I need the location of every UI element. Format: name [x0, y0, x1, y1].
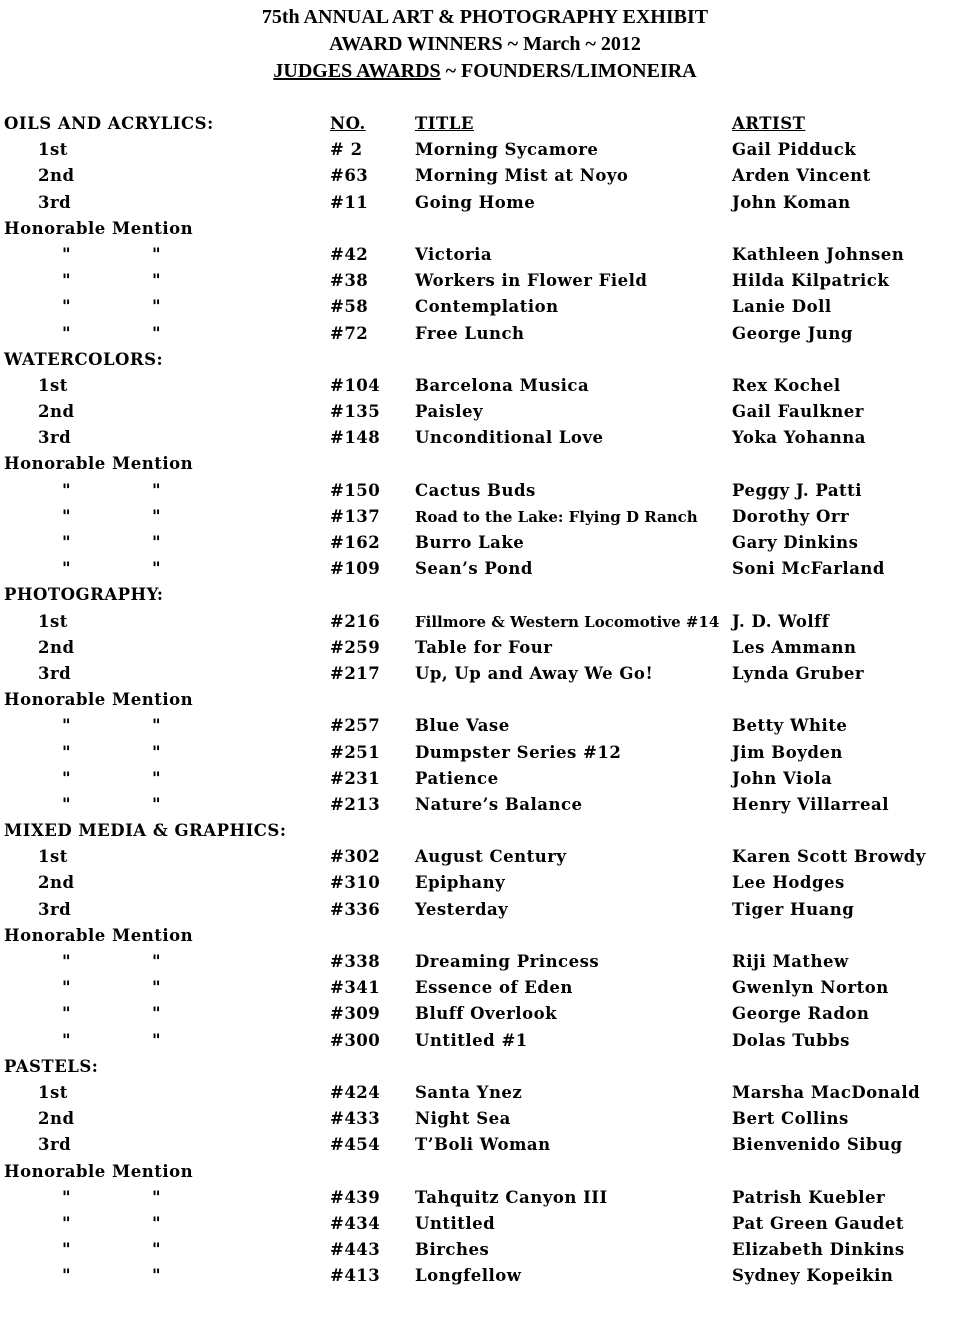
section-name: MIXED MEDIA & GRAPHICS: [4, 821, 287, 841]
award-place: 1st [38, 847, 68, 867]
winner-row [0, 191, 970, 217]
artist-name: J. D. Wolff [732, 611, 830, 631]
honorable-mention-row [0, 505, 970, 531]
entry-number: #213 [330, 794, 381, 814]
entry-number: #72 [330, 323, 369, 343]
entry-title: Yesterday [415, 899, 509, 919]
entry-number: #58 [330, 297, 369, 317]
entry-number: #231 [330, 768, 381, 788]
ditto-mark: " [62, 794, 72, 814]
column-header-title: TITLE [415, 114, 474, 133]
entry-number: #162 [330, 533, 381, 552]
entry-title: Night Sea [415, 1109, 511, 1129]
honorable-mention-label: Honorable Mention [4, 925, 194, 945]
section-name: OILS AND ACRYLICS: [4, 114, 214, 133]
award-place: 2nd [38, 1109, 75, 1129]
artist-name: Gwenlyn Norton [732, 978, 889, 998]
award-place: 2nd [38, 402, 75, 422]
ditto-mark: " [62, 716, 72, 736]
entry-title: Burro Lake [415, 533, 525, 552]
artist-name: Yoka Yohanna [732, 428, 866, 448]
honorable-mention-row [0, 714, 970, 740]
honorable-mention-row [0, 741, 970, 767]
winner-row [0, 845, 970, 871]
section-header-row [0, 819, 970, 845]
honorable-mention-row [0, 557, 970, 583]
award-place: 3rd [38, 428, 72, 448]
entry-number: #11 [330, 192, 369, 212]
entry-title: Santa Ynez [415, 1082, 523, 1102]
founders-label: ~ FOUNDERS/LIMONEIRA [440, 60, 697, 82]
artist-name: George Jung [732, 323, 853, 343]
entry-number: #341 [330, 978, 381, 998]
award-place: 3rd [38, 192, 72, 212]
entry-number: #251 [330, 742, 381, 762]
section-header-row [0, 583, 970, 609]
honorable-mention-row [0, 1238, 970, 1264]
winner-row [0, 400, 970, 426]
honorable-mention-row [0, 1264, 970, 1290]
entry-number: #454 [330, 1135, 381, 1155]
ditto-mark: " [62, 742, 72, 762]
artist-name: Hilda Kilpatrick [732, 271, 890, 291]
artist-name: Karen Scott Browdy [732, 847, 926, 867]
ditto-mark: " [62, 244, 72, 264]
ditto-mark: " [62, 1030, 72, 1050]
winner-row [0, 1133, 970, 1159]
award-place: 2nd [38, 873, 75, 893]
entry-number: #338 [330, 952, 381, 971]
entry-title: Victoria [415, 244, 493, 264]
entry-title: Bluff Overlook [415, 1004, 558, 1024]
entry-title: Longfellow [415, 1266, 522, 1286]
section-name: WATERCOLORS: [4, 349, 164, 369]
artist-name: Lanie Doll [732, 297, 832, 317]
honorable-mention-row [0, 295, 970, 321]
ditto-mark: " [152, 716, 162, 736]
ditto-mark: " [152, 271, 162, 291]
winner-row [0, 426, 970, 452]
artist-name: Kathleen Johnsen [732, 244, 905, 264]
entry-number: #137 [330, 506, 381, 526]
judges-awards-label: JUDGES AWARDS [273, 60, 441, 82]
section-header-row [0, 1055, 970, 1081]
ditto-mark: " [62, 480, 72, 500]
entry-title: Tahquitz Canyon III [415, 1187, 608, 1207]
artist-name: John Koman [732, 192, 851, 212]
entry-number: #434 [330, 1213, 381, 1233]
entry-title: Morning Sycamore [415, 140, 599, 160]
artist-name: Sydney Kopeikin [732, 1266, 894, 1286]
honorable-mention-header [0, 688, 970, 714]
winner-row [0, 138, 970, 164]
entry-number: #433 [330, 1109, 381, 1129]
ditto-mark: " [152, 533, 162, 552]
ditto-mark: " [62, 271, 72, 291]
entry-number: #104 [330, 375, 381, 395]
honorable-mention-row [0, 243, 970, 269]
entry-number: #439 [330, 1187, 381, 1207]
ditto-mark: " [62, 1213, 72, 1233]
artist-name: Betty White [732, 716, 848, 736]
entry-number: #300 [330, 1030, 381, 1050]
awards-list [0, 112, 970, 1290]
entry-title: Unconditional Love [415, 428, 604, 448]
award-place: 1st [38, 140, 68, 160]
entry-number: #148 [330, 428, 381, 448]
ditto-mark: " [152, 1240, 162, 1260]
artist-name: Lee Hodges [732, 873, 845, 893]
entry-number: #216 [330, 611, 381, 631]
ditto-mark: " [62, 768, 72, 788]
honorable-mention-row [0, 479, 970, 505]
entry-number: #424 [330, 1082, 381, 1102]
entry-number: #150 [330, 480, 381, 500]
ditto-mark: " [152, 1004, 162, 1024]
entry-number: #336 [330, 899, 381, 919]
section-header-row [0, 348, 970, 374]
award-place: 1st [38, 1082, 68, 1102]
ditto-mark: " [152, 559, 162, 579]
entry-title: Fillmore & Western Locomotive #14 [415, 612, 720, 631]
entry-number: #443 [330, 1240, 381, 1260]
ditto-mark: " [62, 978, 72, 998]
entry-title: Dumpster Series #12 [415, 742, 622, 762]
ditto-mark: " [152, 1213, 162, 1233]
entry-title: Morning Mist at Noyo [415, 166, 629, 186]
ditto-mark: " [152, 297, 162, 317]
ditto-mark: " [62, 1187, 72, 1207]
entry-title: Dreaming Princess [415, 952, 600, 971]
artist-name: Pat Green Gaudet [732, 1213, 904, 1233]
entry-title: Essence of Eden [415, 978, 573, 998]
artist-name: Gail Faulkner [732, 402, 864, 422]
artist-name: Bert Collins [732, 1109, 849, 1129]
section-name: PHOTOGRAPHY: [4, 585, 164, 605]
entry-number: #257 [330, 716, 381, 736]
entry-title: Free Lunch [415, 323, 525, 343]
entry-title: Patience [415, 768, 499, 788]
honorable-mention-row [0, 1029, 970, 1055]
judges-awards-line [0, 58, 970, 85]
ditto-mark: " [152, 1266, 162, 1286]
entry-title: Untitled #1 [415, 1030, 528, 1050]
entry-title: Contemplation [415, 297, 559, 317]
award-winners-subtitle: AWARD WINNERS ~ March ~ 2012 [329, 33, 641, 55]
section-name: PASTELS: [4, 1056, 99, 1076]
honorable-mention-header [0, 452, 970, 478]
entry-title: Nature’s Balance [415, 794, 583, 814]
entry-title: Table for Four [415, 637, 553, 657]
artist-name: Dolas Tubbs [732, 1030, 850, 1050]
entry-number: #413 [330, 1266, 381, 1286]
winner-row [0, 898, 970, 924]
award-place: 1st [38, 611, 68, 631]
honorable-mention-label: Honorable Mention [4, 1161, 194, 1181]
award-place: 1st [38, 375, 68, 395]
honorable-mention-row [0, 793, 970, 819]
ditto-mark: " [62, 506, 72, 526]
honorable-mention-row [0, 1186, 970, 1212]
honorable-mention-row [0, 976, 970, 1002]
entry-number: #42 [330, 244, 369, 264]
section-header-row [0, 112, 970, 138]
ditto-mark: " [62, 1266, 72, 1286]
entry-title: Going Home [415, 192, 536, 212]
artist-name: Soni McFarland [732, 559, 885, 579]
winner-row [0, 871, 970, 897]
entry-number: #63 [330, 166, 369, 186]
artist-name: Arden Vincent [732, 166, 871, 186]
ditto-mark: " [152, 978, 162, 998]
award-place: 2nd [38, 166, 75, 186]
ditto-mark: " [62, 1240, 72, 1260]
entry-number: #309 [330, 1004, 381, 1024]
entry-title: Untitled [415, 1213, 496, 1233]
column-header-artist: ARTIST [732, 114, 806, 133]
artist-name: Riji Mathew [732, 952, 849, 971]
honorable-mention-row [0, 322, 970, 348]
winner-row [0, 1107, 970, 1133]
winner-row [0, 662, 970, 688]
winner-row [0, 610, 970, 636]
winner-row [0, 374, 970, 400]
entry-title: Birches [415, 1240, 490, 1260]
honorable-mention-row [0, 1212, 970, 1238]
entry-title: Blue Vase [415, 716, 510, 736]
entry-number: #38 [330, 271, 369, 291]
entry-number: #302 [330, 847, 381, 867]
ditto-mark: " [152, 742, 162, 762]
entry-number: #109 [330, 559, 381, 579]
artist-name: Peggy J. Patti [732, 480, 863, 500]
ditto-mark: " [62, 559, 72, 579]
artist-name: Henry Villarreal [732, 794, 889, 814]
honorable-mention-row [0, 1002, 970, 1028]
artist-name: Les Ammann [732, 637, 857, 657]
entry-number: #217 [330, 663, 381, 683]
honorable-mention-label: Honorable Mention [4, 454, 194, 474]
winner-row [0, 164, 970, 190]
document-header [0, 4, 970, 85]
entry-title: Paisley [415, 402, 484, 422]
artist-name: Dorothy Orr [732, 506, 850, 526]
ditto-mark: " [62, 952, 72, 971]
artist-name: Jim Boyden [732, 742, 843, 762]
ditto-mark: " [152, 323, 162, 343]
ditto-mark: " [152, 952, 162, 971]
honorable-mention-header [0, 924, 970, 950]
artist-name: Lynda Gruber [732, 663, 865, 683]
entry-title: Barcelona Musica [415, 375, 590, 395]
ditto-mark: " [152, 768, 162, 788]
entry-title: T’Boli Woman [415, 1135, 551, 1155]
entry-number: #259 [330, 637, 381, 657]
entry-number: #310 [330, 873, 381, 893]
ditto-mark: " [152, 1187, 162, 1207]
winner-row [0, 1081, 970, 1107]
column-header-no: NO. [330, 114, 366, 133]
artist-name: Rex Kochel [732, 375, 841, 395]
honorable-mention-label: Honorable Mention [4, 218, 194, 238]
entry-title: Up, Up and Away We Go! [415, 663, 654, 683]
honorable-mention-header [0, 1160, 970, 1186]
entry-title: Epiphany [415, 873, 506, 893]
ditto-mark: " [62, 323, 72, 343]
artist-name: George Radon [732, 1004, 870, 1024]
ditto-mark: " [152, 1030, 162, 1050]
artist-name: Gary Dinkins [732, 533, 859, 552]
artist-name: Marsha MacDonald [732, 1082, 921, 1102]
artist-name: Bienvenido Sibug [732, 1135, 903, 1155]
entry-number: #135 [330, 402, 381, 422]
entry-title: Sean’s Pond [415, 559, 533, 579]
honorable-mention-row [0, 269, 970, 295]
artist-name: Elizabeth Dinkins [732, 1240, 905, 1260]
winner-row [0, 636, 970, 662]
entry-title: Cactus Buds [415, 480, 536, 500]
ditto-mark: " [62, 1004, 72, 1024]
award-place: 3rd [38, 899, 72, 919]
honorable-mention-row [0, 767, 970, 793]
artist-name: Gail Pidduck [732, 140, 857, 160]
ditto-mark: " [152, 506, 162, 526]
honorable-mention-row [0, 531, 970, 557]
ditto-mark: " [62, 297, 72, 317]
entry-title: August Century [415, 847, 567, 867]
award-place: 3rd [38, 1135, 72, 1155]
award-place: 3rd [38, 663, 72, 683]
artist-name: Patrish Kuebler [732, 1187, 886, 1207]
honorable-mention-label: Honorable Mention [4, 690, 194, 710]
entry-title: Road to the Lake: Flying D Ranch [415, 507, 698, 526]
ditto-mark: " [152, 794, 162, 814]
award-place: 2nd [38, 637, 75, 657]
honorable-mention-header [0, 217, 970, 243]
ditto-mark: " [62, 533, 72, 552]
artist-name: Tiger Huang [732, 899, 855, 919]
artist-name: John Viola [732, 768, 833, 788]
ditto-mark: " [152, 480, 162, 500]
entry-title: Workers in Flower Field [415, 271, 648, 291]
exhibit-title: 75th ANNUAL ART & PHOTOGRAPHY EXHIBIT [261, 6, 709, 28]
honorable-mention-row [0, 950, 970, 976]
entry-number: # 2 [330, 140, 363, 160]
ditto-mark: " [152, 244, 162, 264]
